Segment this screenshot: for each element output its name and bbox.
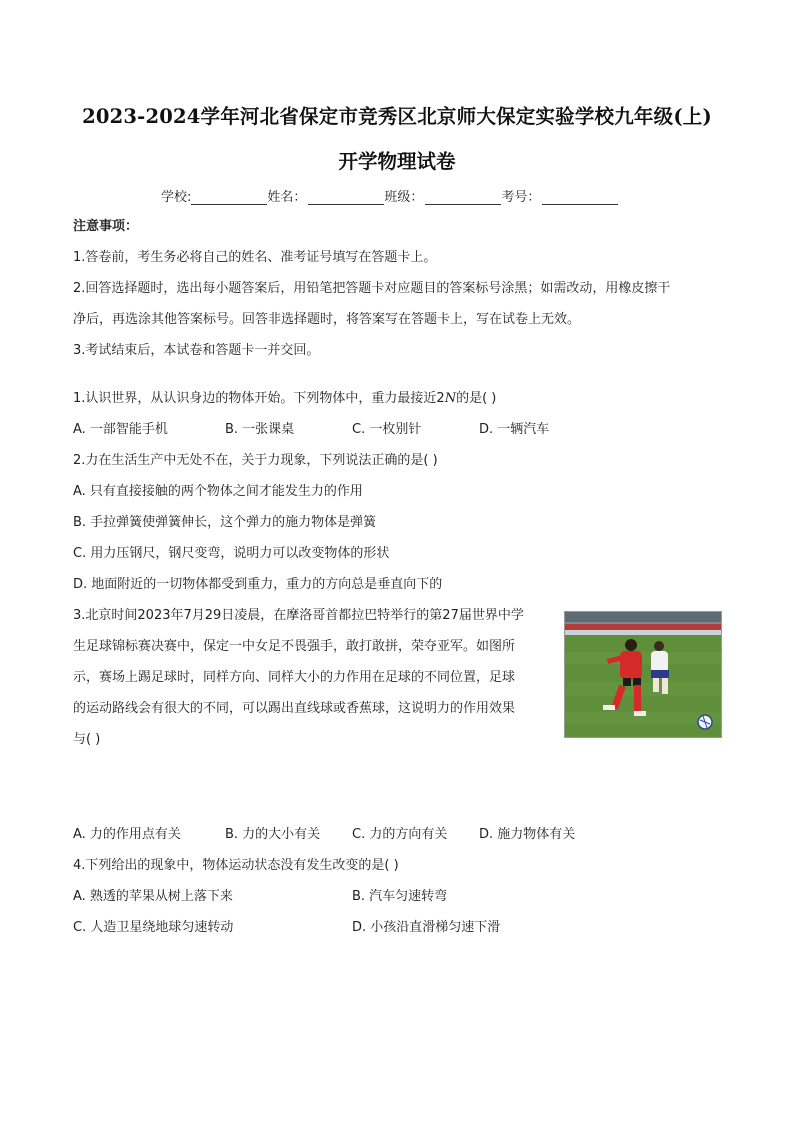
notice-item-1: 1.答卷前，考生务必将自己的姓名、准考证号填写在答题卡上。 <box>73 250 437 265</box>
school-label: 学校: <box>161 190 192 205</box>
name-blank[interactable] <box>308 190 384 205</box>
school-blank[interactable] <box>191 190 267 205</box>
q2-option-c[interactable]: C. 用力压钢尺，钢尺变弯，说明力可以改变物体的形状 <box>73 546 390 561</box>
q1-stem-prefix: 1.认识世界，从认识身边的物体开始。下列物体中，重力最接近2 <box>73 391 445 406</box>
question-2-stem: 2.力在生活生产中无处不在，关于力现象，下列说法正确的是( ) <box>73 453 438 468</box>
student-info-row <box>161 186 618 205</box>
q3-option-a[interactable]: A. 力的作用点有关 <box>73 827 181 842</box>
class-blank[interactable] <box>425 190 501 205</box>
notice-item-2-cont: 净后，再选涂其他答案标号。回答非选择题时，将答案写在答题卡上，写在试卷上无效。 <box>73 312 581 327</box>
q1-option-a[interactable]: A. 一部智能手机 <box>73 422 168 437</box>
q1-stem-suffix: 的是( ) <box>456 391 497 406</box>
exam-title-line2: 开学物理试卷 <box>338 150 456 173</box>
class-label: 班级： <box>384 190 424 205</box>
exam-number-blank[interactable] <box>542 190 618 205</box>
q1-option-d[interactable]: D. 一辆汽车 <box>479 422 550 437</box>
notice-heading: 注意事项： <box>73 219 139 234</box>
question-3-stem-line2: 生足球锦标赛决赛中，保定一中女足不畏强手，敢打敢拼，荣夺亚军。如图所 <box>73 639 516 654</box>
q4-option-a[interactable]: A. 熟透的苹果从树上落下来 <box>73 889 233 904</box>
question-4-stem: 4.下列给出的现象中，物体运动状态没有发生改变的是( ) <box>73 858 399 873</box>
notice-item-3: 3.考试结束后，本试卷和答题卡一并交回。 <box>73 343 320 358</box>
q3-option-c[interactable]: C. 力的方向有关 <box>352 827 448 842</box>
q1-option-b[interactable]: B. 一张课桌 <box>225 422 295 437</box>
football-match-photo <box>564 611 722 738</box>
q2-option-a[interactable]: A. 只有直接接触的两个物体之间才能发生力的作用 <box>73 484 363 499</box>
q4-option-b[interactable]: B. 汽车匀速转弯 <box>352 889 448 904</box>
q4-option-d[interactable]: D. 小孩沿直滑梯匀速下滑 <box>352 920 501 935</box>
question-3-stem-line5: 与( ) <box>73 732 101 747</box>
name-label: 姓名： <box>267 190 307 205</box>
q2-option-d[interactable]: D. 地面附近的一切物体都受到重力，重力的方向总是垂直向下的 <box>73 577 443 592</box>
question-3-stem-line3: 示，赛场上踢足球时，同样方向、同样大小的力作用在足球的不同位置，足球 <box>73 670 516 685</box>
q3-option-b[interactable]: B. 力的大小有关 <box>225 827 321 842</box>
q1-stem-unit: N <box>444 391 457 406</box>
q3-option-d[interactable]: D. 施力物体有关 <box>479 827 576 842</box>
notice-item-2: 2.回答选择题时，选出每小题答案后，用铅笔把答题卡对应题目的答案标号涂黑；如需改动，用橡皮擦干 <box>73 281 671 296</box>
q4-option-c[interactable]: C. 人造卫星绕地球匀速转动 <box>73 920 234 935</box>
question-1-stem <box>73 390 496 408</box>
question-3-stem-line1: 3.北京时间2023年7月29日凌晨，在摩洛哥首都拉巴特举行的第27届世界中学 <box>73 608 524 623</box>
question-3-stem-line4: 的运动路线会有很大的不同，可以踢出直线球或香蕉球，这说明力的作用效果 <box>73 701 516 716</box>
football-scene-illustration <box>565 612 721 737</box>
q2-option-b[interactable]: B. 手拉弹簧使弹簧伸长，这个弹力的施力物体是弹簧 <box>73 515 377 530</box>
exam-title-line1: 2023-2024学年河北省保定市竞秀区北京师大保定实验学校九年级(上) <box>82 105 712 128</box>
q1-option-c[interactable]: C. 一枚别针 <box>352 422 422 437</box>
exam-number-label: 考号： <box>501 190 541 205</box>
